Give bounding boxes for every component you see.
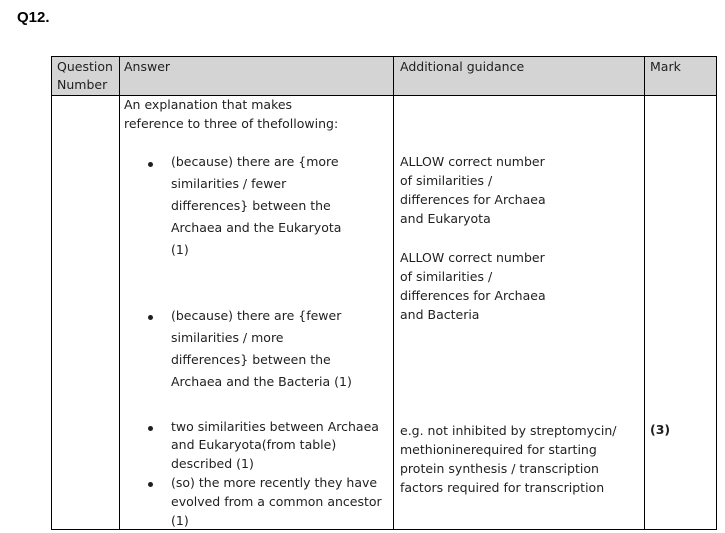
header-question-number-line1: Question [57,59,113,74]
guidance-block-1-line: of similarities / [400,173,493,188]
bullet-icon [148,162,153,167]
guidance-block-2-line: and Bacteria [400,307,480,322]
answer-bullet-1-line: similarities / fewer [171,176,287,191]
answer-bullet-4-line: (1) [171,513,189,528]
answer-intro-line: reference to three of thefollowing: [124,116,339,131]
answer-bullet-1-line: differences} between the [171,198,331,213]
guidance-block-1-line: ALLOW correct number [400,154,545,169]
answer-bullet-1-line: (1) [171,242,189,257]
answer-bullet-2-line: differences} between the [171,352,331,367]
header-additional-guidance: Additional guidance [400,59,525,74]
guidance-block-3-line: factors required for transcription [400,480,605,495]
guidance-block-1-line: and Eukaryota [400,211,491,226]
answer-intro-line: An explanation that makes [124,97,293,112]
header-answer: Answer [124,59,171,74]
column-divider [644,57,645,529]
answer-bullet-4-line: evolved from a common ancestor [171,494,382,509]
column-divider [393,57,394,529]
answer-bullet-2-line: similarities / more [171,330,284,345]
guidance-block-1-line: differences for Archaea [400,192,546,207]
answer-bullet-2-line: Archaea and the Bacteria (1) [171,374,352,389]
guidance-block-3-line: protein synthesis / transcription [400,461,599,476]
guidance-block-3-line: methioninerequired for starting [400,442,597,457]
answer-bullet-3-line: described (1) [171,456,254,471]
guidance-block-2-line: differences for Archaea [400,288,546,303]
mark-scheme-table [51,56,717,530]
mark-value: (3) [650,422,671,437]
guidance-block-3-line: e.g. not inhibited by streptomycin/ [400,423,617,438]
answer-bullet-4-line: (so) the more recently they have [171,475,378,490]
answer-bullet-3-line: two similarities between Archaea [171,419,379,434]
bullet-icon [148,482,153,487]
guidance-block-2-line: ALLOW correct number [400,250,545,265]
bullet-icon [148,426,153,431]
header-mark: Mark [650,59,681,74]
bullet-icon [148,315,153,320]
guidance-block-2-line: of similarities / [400,269,493,284]
header-question-number-line2: Number [57,77,108,92]
question-label: Q12. [17,9,50,26]
column-divider [119,57,120,529]
answer-bullet-3-line: and Eukaryota(from table) [171,437,337,452]
answer-bullet-1-line: Archaea and the Eukaryota [171,220,342,235]
answer-bullet-2-line: (because) there are {fewer [171,308,342,323]
answer-bullet-1-line: (because) there are {more [171,154,339,169]
